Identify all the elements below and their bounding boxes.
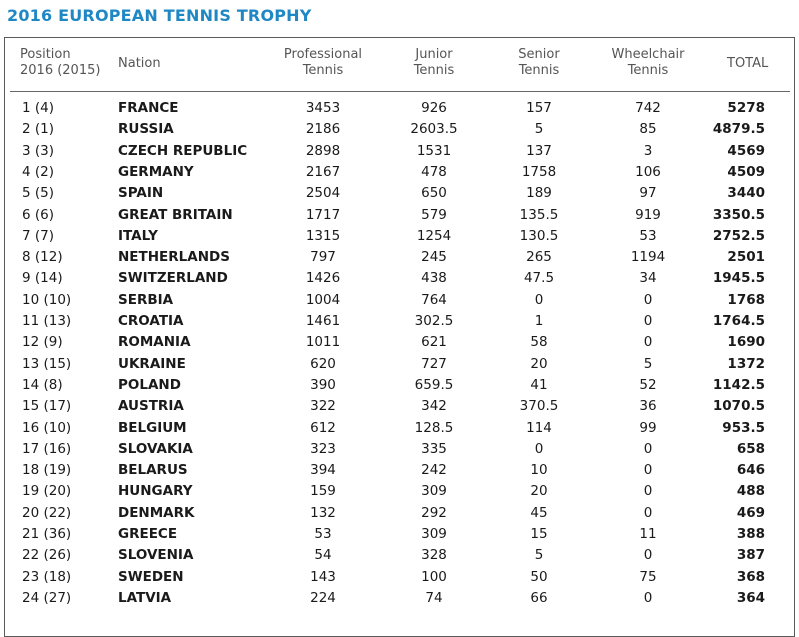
- professional-cell: 620: [310, 355, 336, 372]
- junior-cell: 292: [421, 504, 447, 521]
- nation-cell: SLOVENIA: [118, 547, 194, 564]
- total-cell: 3350.5: [712, 206, 765, 223]
- position-cell: 10 (10): [22, 291, 72, 308]
- senior-cell: 5: [534, 121, 544, 138]
- junior-cell: 245: [421, 249, 447, 266]
- nation-cell: POLAND: [118, 376, 181, 393]
- wheelchair-cell: 3: [643, 142, 653, 159]
- wheelchair-cell: 0: [643, 291, 653, 308]
- table-row: [0, 98, 799, 119]
- page-title: 2016 EUROPEAN TENNIS TROPHY: [7, 6, 312, 25]
- professional-cell: 322: [310, 398, 336, 415]
- junior-cell: 328: [421, 547, 447, 564]
- nation-cell: HUNGARY: [118, 483, 193, 500]
- position-cell: 20 (22): [22, 504, 72, 521]
- header-professional-line2: Tennis: [302, 63, 344, 78]
- wheelchair-cell: 5: [643, 355, 653, 372]
- junior-cell: 342: [421, 398, 447, 415]
- senior-cell: 50: [530, 568, 548, 585]
- table-row: [0, 396, 799, 417]
- position-cell: 8 (12): [22, 249, 63, 266]
- professional-cell: 1004: [305, 291, 341, 308]
- header-professional-line1: Professional: [283, 47, 363, 62]
- table-row: [0, 418, 799, 439]
- position-cell: 5 (5): [22, 185, 55, 202]
- wheelchair-cell: 11: [639, 526, 657, 542]
- header-junior-line2: Tennis: [413, 63, 455, 78]
- nation-cell: GREAT BRITAIN: [118, 206, 233, 223]
- junior-cell: 727: [421, 355, 447, 372]
- senior-cell: 0: [534, 440, 544, 457]
- wheelchair-cell: 75: [639, 568, 657, 585]
- wheelchair-cell: 0: [643, 334, 653, 351]
- senior-cell: 66: [530, 589, 548, 606]
- nation-cell: SLOVAKIA: [118, 440, 193, 457]
- total-cell: 953.5: [722, 419, 765, 436]
- wheelchair-cell: 0: [643, 589, 653, 606]
- header-junior-line1: Junior: [415, 47, 453, 62]
- professional-cell: 390: [310, 376, 336, 393]
- wheelchair-cell: 53: [639, 227, 657, 244]
- professional-cell: 2167: [305, 163, 341, 180]
- total-cell: 2752.5: [712, 227, 765, 244]
- table-row: [0, 226, 799, 247]
- junior-cell: 128.5: [414, 419, 454, 436]
- senior-cell: 5: [534, 547, 544, 564]
- table-row: [0, 481, 799, 502]
- junior-cell: 309: [421, 526, 447, 542]
- total-cell: 1142.5: [712, 376, 765, 393]
- junior-cell: 1254: [416, 227, 452, 244]
- total-cell: 3440: [727, 185, 765, 202]
- total-cell: 646: [736, 462, 765, 479]
- senior-cell: 45: [530, 504, 548, 521]
- table-row: [0, 567, 799, 588]
- junior-cell: 1531: [416, 142, 452, 159]
- total-cell: 4509: [727, 163, 765, 180]
- junior-cell: 659.5: [414, 376, 454, 393]
- professional-cell: 54: [314, 547, 332, 564]
- senior-cell: 114: [526, 419, 552, 436]
- nation-cell: SWEDEN: [118, 568, 184, 585]
- table-row: [0, 332, 799, 353]
- position-cell: 4 (2): [22, 163, 55, 180]
- position-cell: 7 (7): [22, 227, 55, 244]
- senior-cell: 41: [530, 376, 548, 393]
- nation-cell: BELGIUM: [118, 419, 187, 436]
- table-row: [0, 141, 799, 162]
- senior-cell: 15: [530, 526, 548, 542]
- senior-cell: 58: [530, 334, 548, 351]
- professional-cell: 143: [310, 568, 336, 585]
- nation-cell: DENMARK: [118, 504, 195, 521]
- nation-cell: GREECE: [118, 526, 178, 542]
- total-cell: 4879.5: [712, 121, 765, 138]
- junior-cell: 100: [421, 568, 447, 585]
- junior-cell: 478: [421, 163, 447, 180]
- nation-cell: GERMANY: [118, 163, 194, 180]
- header-professional: [268, 47, 378, 79]
- position-cell: 18 (19): [22, 462, 72, 479]
- nation-cell: AUSTRIA: [118, 398, 184, 415]
- senior-cell: 137: [526, 142, 552, 159]
- position-cell: 24 (27): [22, 589, 72, 606]
- junior-cell: 302.5: [414, 313, 454, 329]
- nation-cell: ITALY: [118, 227, 158, 244]
- senior-cell: 10: [530, 462, 548, 479]
- professional-cell: 3453: [305, 100, 341, 116]
- wheelchair-cell: 34: [639, 270, 657, 287]
- table-row: [0, 205, 799, 226]
- senior-cell: 20: [530, 483, 548, 500]
- table-row: [0, 460, 799, 481]
- wheelchair-cell: 52: [639, 376, 657, 393]
- table-row: [0, 439, 799, 460]
- table-row: [0, 545, 799, 566]
- junior-cell: 74: [425, 589, 443, 606]
- table-row: [0, 503, 799, 524]
- header-senior-line1: Senior: [518, 47, 560, 62]
- total-cell: 5278: [727, 100, 765, 116]
- header-divider: [10, 91, 790, 92]
- position-cell: 21 (36): [22, 526, 72, 542]
- table-row: [0, 162, 799, 183]
- professional-cell: 612: [310, 419, 336, 436]
- total-cell: 1945.5: [712, 270, 765, 287]
- professional-cell: 1717: [305, 206, 341, 223]
- position-cell: 23 (18): [22, 568, 72, 585]
- wheelchair-cell: 0: [643, 462, 653, 479]
- table-row: [0, 524, 799, 545]
- junior-cell: 2603.5: [410, 121, 458, 138]
- wheelchair-cell: 919: [635, 206, 661, 223]
- total-cell: 488: [736, 483, 765, 500]
- position-cell: 9 (14): [22, 270, 63, 287]
- wheelchair-cell: 85: [639, 121, 657, 138]
- wheelchair-cell: 97: [639, 185, 657, 202]
- total-cell: 364: [736, 589, 765, 606]
- senior-cell: 20: [530, 355, 548, 372]
- position-cell: 14 (8): [22, 376, 63, 393]
- position-cell: 19 (20): [22, 483, 72, 500]
- junior-cell: 438: [421, 270, 447, 287]
- table-row: [0, 354, 799, 375]
- total-cell: 1372: [727, 355, 765, 372]
- header-position: [20, 47, 100, 79]
- junior-cell: 650: [421, 185, 447, 202]
- junior-cell: 335: [421, 440, 447, 457]
- nation-cell: SERBIA: [118, 291, 174, 308]
- header-position-line2: 2016 (2015): [20, 63, 101, 78]
- total-cell: 1070.5: [712, 398, 765, 415]
- wheelchair-cell: 0: [643, 483, 653, 500]
- senior-cell: 135.5: [519, 206, 559, 223]
- nation-cell: UKRAINE: [118, 355, 186, 372]
- position-cell: 15 (17): [22, 398, 72, 415]
- header-wheelchair-line2: Tennis: [627, 63, 669, 78]
- total-cell: 1768: [727, 291, 765, 308]
- junior-cell: 579: [421, 206, 447, 223]
- professional-cell: 2504: [305, 185, 341, 202]
- nation-cell: SWITZERLAND: [118, 270, 228, 287]
- senior-cell: 130.5: [519, 227, 559, 244]
- junior-cell: 926: [421, 100, 447, 116]
- nation-cell: BELARUS: [118, 462, 188, 479]
- nation-cell: FRANCE: [118, 100, 179, 116]
- nation-cell: ROMANIA: [118, 334, 191, 351]
- table-row: [0, 311, 799, 332]
- junior-cell: 764: [421, 291, 447, 308]
- table-row: [0, 375, 799, 396]
- total-cell: 658: [736, 440, 765, 457]
- professional-cell: 797: [310, 249, 336, 266]
- header-junior: [394, 47, 474, 79]
- total-cell: 2501: [727, 249, 765, 266]
- total-cell: 4569: [727, 142, 765, 159]
- wheelchair-cell: 0: [643, 313, 653, 329]
- total-cell: 368: [736, 568, 765, 585]
- table-row: [0, 290, 799, 311]
- wheelchair-cell: 742: [635, 100, 661, 116]
- junior-cell: 242: [421, 462, 447, 479]
- professional-cell: 1426: [305, 270, 341, 287]
- total-cell: 469: [736, 504, 765, 521]
- professional-cell: 394: [310, 462, 336, 479]
- table-row: [0, 183, 799, 204]
- position-cell: 6 (6): [22, 206, 55, 223]
- wheelchair-cell: 0: [643, 547, 653, 564]
- junior-cell: 309: [421, 483, 447, 500]
- senior-cell: 0: [534, 291, 544, 308]
- table-row: [0, 119, 799, 140]
- position-cell: 17 (16): [22, 440, 72, 457]
- nation-cell: CZECH REPUBLIC: [118, 142, 248, 159]
- total-cell: 1690: [727, 334, 765, 351]
- nation-cell: RUSSIA: [118, 121, 174, 138]
- wheelchair-cell: 0: [643, 440, 653, 457]
- position-cell: 11 (13): [22, 313, 72, 329]
- nation-cell: LATVIA: [118, 589, 172, 606]
- professional-cell: 1461: [305, 313, 341, 329]
- table-row: [0, 588, 799, 609]
- senior-cell: 265: [526, 249, 552, 266]
- position-cell: 2 (1): [22, 121, 55, 138]
- wheelchair-cell: 99: [639, 419, 657, 436]
- position-cell: 13 (15): [22, 355, 72, 372]
- wheelchair-cell: 1194: [630, 249, 666, 266]
- senior-cell: 370.5: [519, 398, 559, 415]
- table-row: [0, 247, 799, 268]
- nation-cell: NETHERLANDS: [118, 249, 230, 266]
- position-cell: 16 (10): [22, 419, 72, 436]
- total-cell: 388: [736, 526, 765, 542]
- total-cell: 387: [736, 547, 765, 564]
- header-nation: Nation: [118, 56, 161, 71]
- professional-cell: 53: [314, 526, 332, 542]
- position-cell: 22 (26): [22, 547, 72, 564]
- nation-cell: CROATIA: [118, 313, 184, 329]
- header-wheelchair: [598, 47, 698, 79]
- professional-cell: 224: [310, 589, 336, 606]
- professional-cell: 323: [310, 440, 336, 457]
- professional-cell: 1011: [305, 334, 341, 351]
- professional-cell: 2186: [305, 121, 341, 138]
- wheelchair-cell: 36: [639, 398, 657, 415]
- position-cell: 12 (9): [22, 334, 63, 351]
- senior-cell: 157: [526, 100, 552, 116]
- professional-cell: 132: [310, 504, 336, 521]
- professional-cell: 2898: [305, 142, 341, 159]
- header-senior-line2: Tennis: [518, 63, 560, 78]
- header-wheelchair-line1: Wheelchair: [611, 47, 685, 62]
- header-total: TOTAL: [727, 56, 769, 71]
- nation-cell: SPAIN: [118, 185, 164, 202]
- total-cell: 1764.5: [712, 313, 765, 329]
- senior-cell: 47.5: [523, 270, 555, 287]
- table-row: [0, 268, 799, 289]
- position-cell: 1 (4): [22, 100, 55, 116]
- senior-cell: 1758: [521, 163, 557, 180]
- wheelchair-cell: 0: [643, 504, 653, 521]
- junior-cell: 621: [421, 334, 447, 351]
- professional-cell: 159: [310, 483, 336, 500]
- header-senior: [499, 47, 579, 79]
- header-position-line1: Position: [20, 47, 71, 62]
- position-cell: 3 (3): [22, 142, 55, 159]
- senior-cell: 189: [526, 185, 552, 202]
- professional-cell: 1315: [305, 227, 341, 244]
- senior-cell: 1: [534, 313, 544, 329]
- wheelchair-cell: 106: [635, 163, 661, 180]
